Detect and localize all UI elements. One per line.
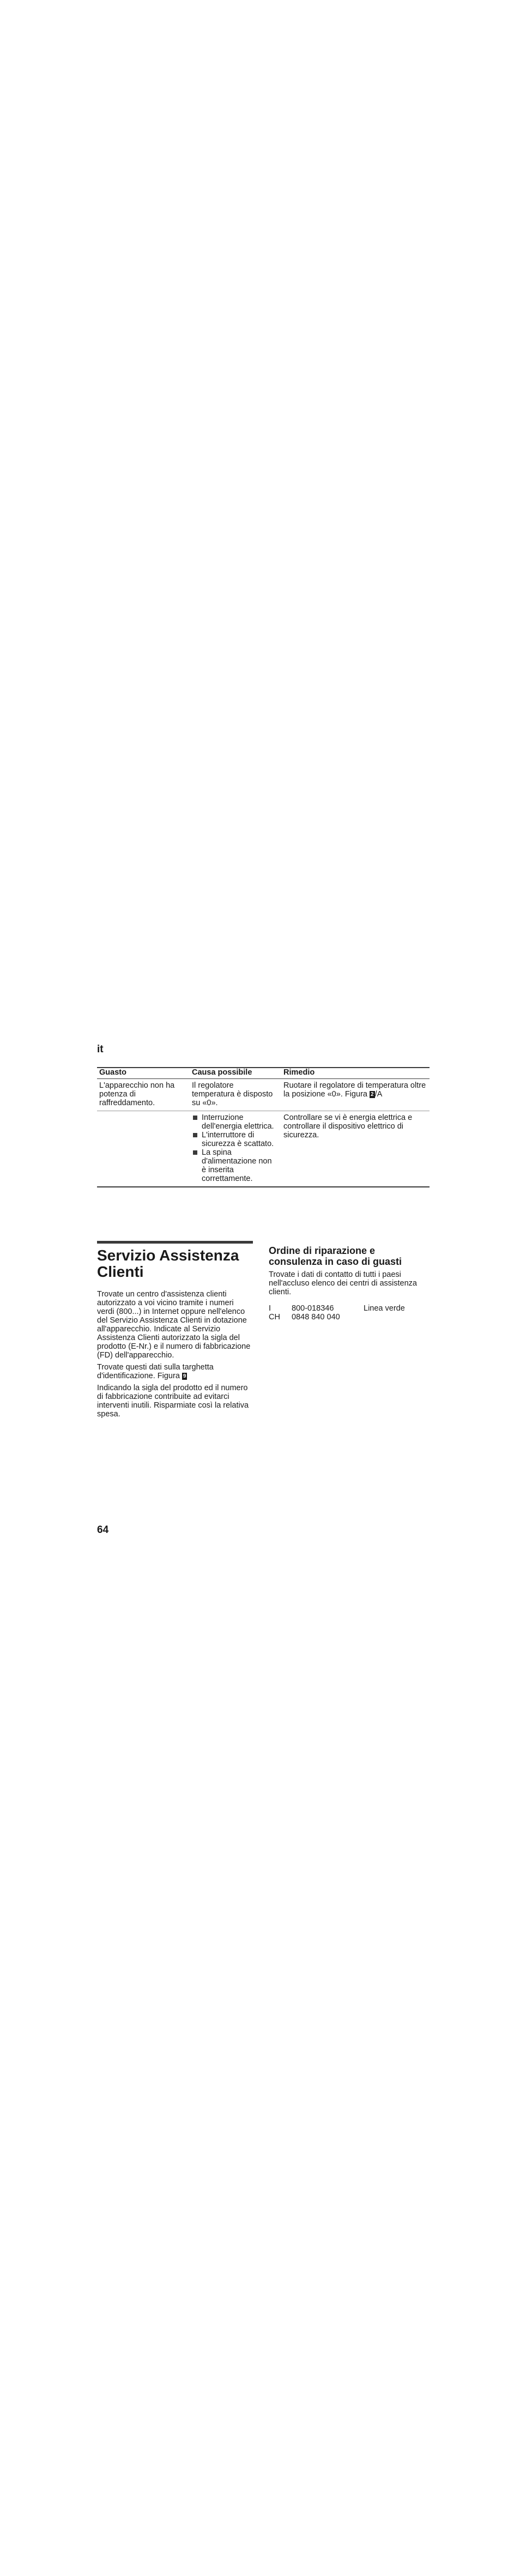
bullet-square-icon	[193, 1116, 197, 1120]
contact-note: Linea verde	[364, 1304, 405, 1313]
cause-cell: Il regolatore temperatura è disposto su «0».	[192, 1081, 273, 1107]
remedy-text: Ruotare il regolatore di temperatura oltre la posizione «0». Figura	[283, 1081, 426, 1099]
figure-ref-badge: 2	[371, 1092, 374, 1098]
bullet-square-icon	[193, 1133, 197, 1137]
contact-number: 800-018346	[292, 1304, 334, 1313]
header-remedy: Rimedio	[283, 1068, 315, 1077]
remedy-cell	[281, 1079, 430, 1111]
table-row	[97, 1111, 430, 1186]
contact-country: I	[269, 1304, 271, 1313]
repair-text: Trovate i dati di contatto di tutti i paesi nell'accluso elenco dei centri di assistenza clienti.	[269, 1270, 417, 1296]
cause-list	[192, 1113, 278, 1183]
table-header	[97, 1067, 430, 1079]
table-row	[97, 1079, 430, 1111]
page-number: 64	[97, 1524, 109, 1536]
list-item: Interruzione dell'energia elettrica.	[192, 1113, 278, 1131]
figure-ref-badge: 9	[183, 1373, 186, 1379]
contact-note	[364, 1313, 430, 1322]
repair-section	[269, 1245, 430, 1322]
remedy-cell: Controllare se vi è energia elettrica e controllare il dispositivo elettrico di sicurezza.	[283, 1113, 413, 1139]
service-paragraph-1: Trovate un centro d'assistenza clienti autorizzato a voi vicino tramite i numeri verdi (800...) in Internet oppure nell'elenco del Servizio Assistenza Clienti in dotazione all'apparecchio. Indicate al Servizio Assistenza Clienti autorizzato la sigla del prodotto (E-Nr.) e il numero di fabbricazione (FD) dell'apparecchio.	[97, 1290, 251, 1360]
troubleshooting-table	[97, 1067, 430, 1187]
service-title: Servizio Assistenza Clienti	[97, 1247, 239, 1280]
repair-title: Ordine di riparazione e consulenza in caso di guasti	[269, 1245, 402, 1267]
figure-ref-suffix: /A	[374, 1090, 383, 1099]
fault-cell: L'apparecchio non ha potenza di raffreddamento.	[99, 1081, 175, 1107]
fault-cell-empty	[97, 1111, 190, 1186]
contact-number: 0848 840 040	[292, 1313, 340, 1322]
header-cause: Causa possibile	[192, 1068, 252, 1077]
section-rule	[97, 1241, 253, 1244]
list-item: L'interruttore di sicurezza è scattato.	[192, 1131, 278, 1148]
language-code: it	[97, 1044, 104, 1055]
cause-cell	[190, 1111, 281, 1186]
service-paragraph-2: Trovate questi dati sulla targhetta d'identificazione. Figura 9	[97, 1363, 214, 1380]
bullet-square-icon	[193, 1150, 197, 1155]
contact-list	[269, 1304, 430, 1322]
service-section	[97, 1241, 253, 1422]
list-item: La spina d'alimentazione non è inserita correttamente.	[192, 1148, 278, 1183]
service-paragraph-3: Indicando la sigla del prodotto ed il numero di fabbricazione contribuite ad evitarci interventi inutili. Risparmiate così la relativa spesa.	[97, 1384, 249, 1419]
contact-country: CH	[269, 1313, 280, 1322]
header-fault: Guasto	[99, 1068, 126, 1077]
